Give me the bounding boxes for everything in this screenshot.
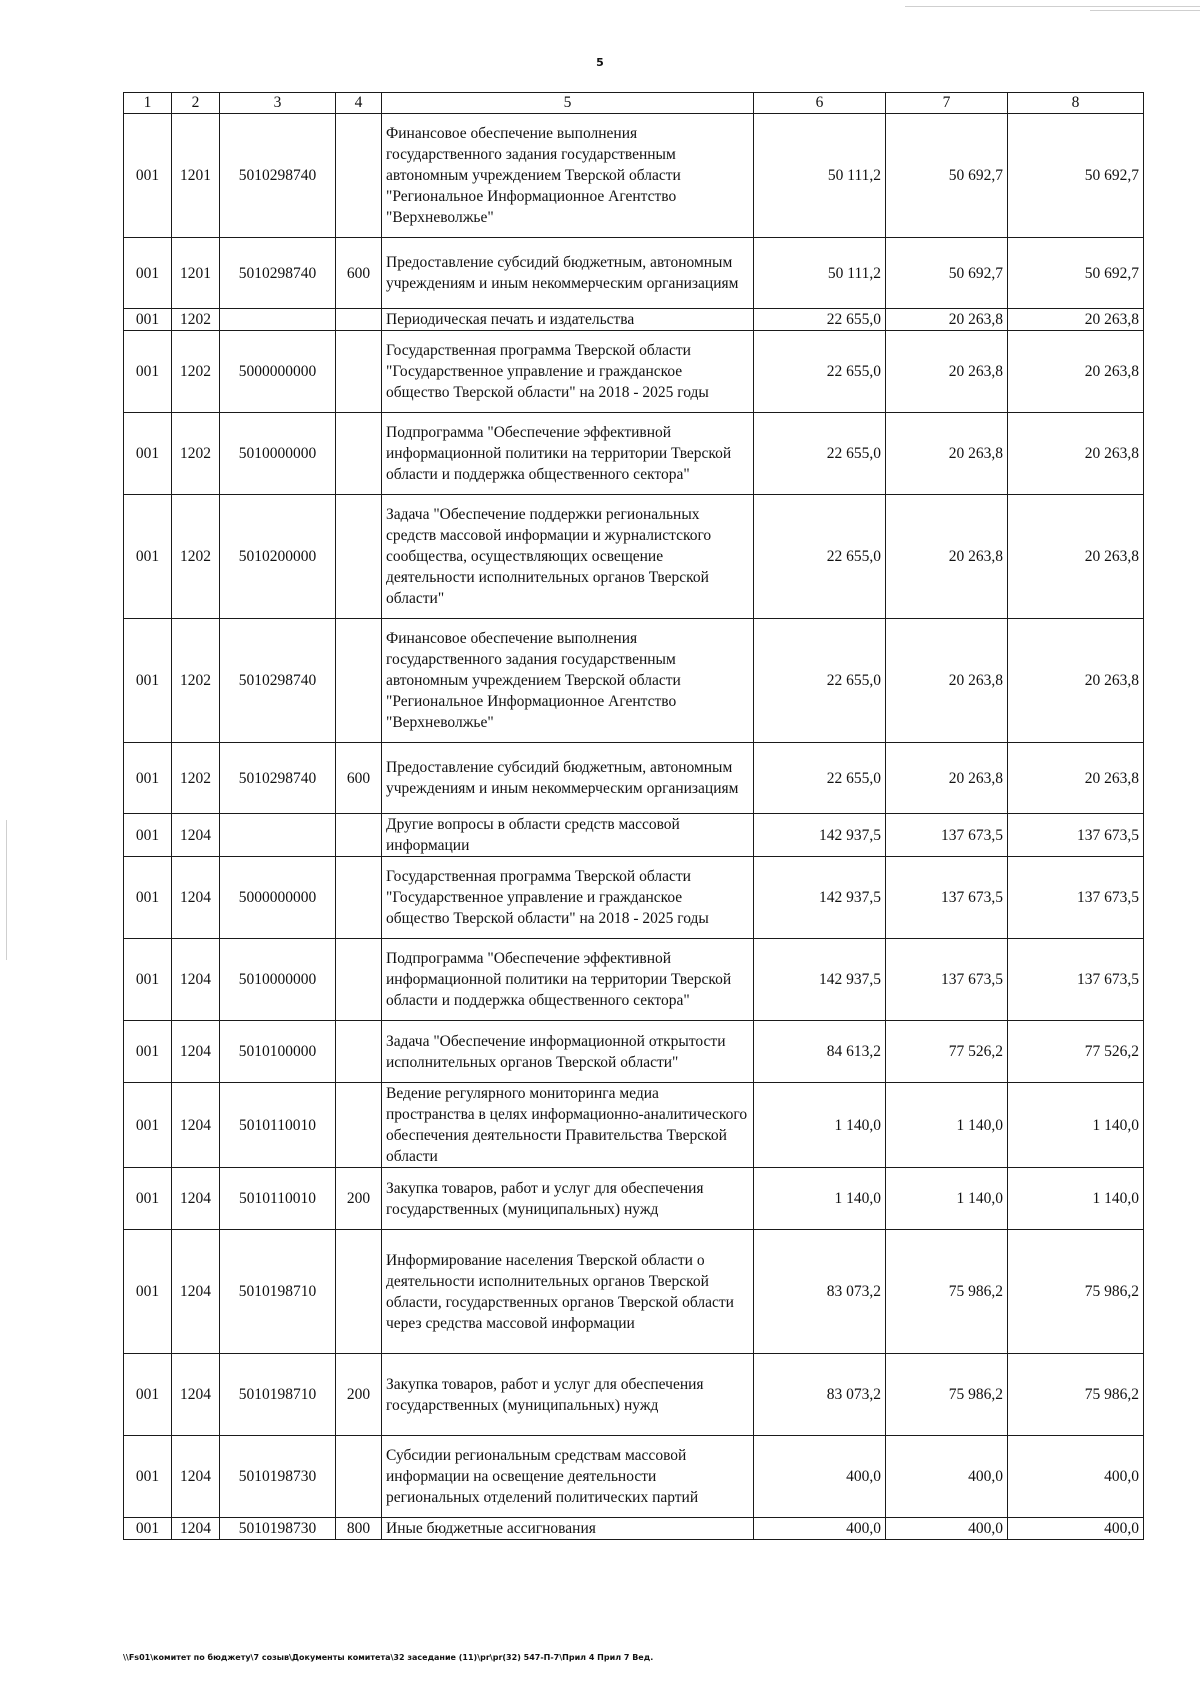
cell-target-article: 5010198730: [220, 1436, 336, 1518]
cell-section-code: 001: [124, 114, 172, 238]
page-number: 5: [596, 56, 604, 69]
cell-amount-col6: 1 140,0: [754, 1168, 886, 1230]
column-header: 6: [754, 93, 886, 114]
cell-amount-col6: 22 655,0: [754, 413, 886, 495]
cell-description: Предоставление субсидий бюджетным, автономным учреждениям и иным некоммерческим организациям: [382, 743, 754, 814]
cell-expense-type: [336, 1021, 382, 1083]
table-row: [124, 331, 1144, 413]
cell-subsection-code: 1204: [172, 814, 220, 857]
cell-subsection-code: 1204: [172, 1518, 220, 1540]
cell-expense-type: [336, 1436, 382, 1518]
cell-amount-col8: 20 263,8: [1008, 413, 1144, 495]
scan-artifact-line: [1090, 10, 1200, 11]
cell-description: Задача "Обеспечение информационной открытости исполнительных органов Тверской области": [382, 1021, 754, 1083]
column-header: 2: [172, 93, 220, 114]
cell-subsection-code: 1204: [172, 857, 220, 939]
cell-subsection-code: 1204: [172, 939, 220, 1021]
cell-target-article: 5010100000: [220, 1021, 336, 1083]
cell-description: Закупка товаров, работ и услуг для обеспечения государственных (муниципальных) нужд: [382, 1168, 754, 1230]
table-row: [124, 114, 1144, 238]
cell-target-article: 5000000000: [220, 331, 336, 413]
cell-amount-col7: 137 673,5: [886, 857, 1008, 939]
cell-expense-type: [336, 309, 382, 331]
cell-amount-col7: 20 263,8: [886, 331, 1008, 413]
cell-amount-col7: 137 673,5: [886, 814, 1008, 857]
cell-subsection-code: 1204: [172, 1083, 220, 1168]
table-row: [124, 1230, 1144, 1354]
cell-description: Предоставление субсидий бюджетным, автономным учреждениям и иным некоммерческим организациям: [382, 238, 754, 309]
cell-expense-type: [336, 814, 382, 857]
cell-amount-col8: 75 986,2: [1008, 1230, 1144, 1354]
cell-expense-type: 200: [336, 1354, 382, 1436]
cell-subsection-code: 1201: [172, 238, 220, 309]
table-row: [124, 238, 1144, 309]
cell-amount-col6: 50 111,2: [754, 114, 886, 238]
cell-section-code: 001: [124, 1021, 172, 1083]
cell-amount-col7: 77 526,2: [886, 1021, 1008, 1083]
cell-subsection-code: 1201: [172, 114, 220, 238]
column-header: 3: [220, 93, 336, 114]
footer-file-path: \\Fs01\комитет по бюджету\7 созыв\Документы комитета\32 заседание (11)\pr\pr(32) 547-П-7\Прил 4 Прил 7 Вед.: [123, 1653, 654, 1662]
cell-amount-col7: 20 263,8: [886, 413, 1008, 495]
cell-amount-col6: 142 937,5: [754, 939, 886, 1021]
cell-section-code: 001: [124, 743, 172, 814]
cell-expense-type: [336, 413, 382, 495]
cell-amount-col6: 84 613,2: [754, 1021, 886, 1083]
cell-subsection-code: 1202: [172, 309, 220, 331]
cell-expense-type: 200: [336, 1168, 382, 1230]
cell-subsection-code: 1204: [172, 1436, 220, 1518]
cell-target-article: 5010198730: [220, 1518, 336, 1540]
cell-amount-col6: 22 655,0: [754, 743, 886, 814]
cell-amount-col8: 1 140,0: [1008, 1083, 1144, 1168]
cell-section-code: 001: [124, 939, 172, 1021]
cell-section-code: 001: [124, 495, 172, 619]
cell-target-article: [220, 309, 336, 331]
cell-target-article: 5010198710: [220, 1230, 336, 1354]
cell-description: Субсидии региональным средствам массовой информации на освещение деятельности региональных отделений политических партий: [382, 1436, 754, 1518]
cell-description: Финансовое обеспечение выполнения государственного задания государственным автономным учреждением Тверской области "Региональное Информационное Агентство "Верхневолжье": [382, 619, 754, 743]
cell-amount-col7: 400,0: [886, 1436, 1008, 1518]
cell-amount-col8: 20 263,8: [1008, 331, 1144, 413]
cell-amount-col7: 1 140,0: [886, 1168, 1008, 1230]
table-header-row: [124, 93, 1144, 114]
table-row: [124, 857, 1144, 939]
table-row: [124, 1168, 1144, 1230]
cell-target-article: 5010298740: [220, 114, 336, 238]
cell-amount-col8: 20 263,8: [1008, 619, 1144, 743]
column-header: 5: [382, 93, 754, 114]
cell-expense-type: [336, 1230, 382, 1354]
cell-expense-type: [336, 619, 382, 743]
cell-expense-type: 800: [336, 1518, 382, 1540]
cell-amount-col8: 20 263,8: [1008, 309, 1144, 331]
column-header: 4: [336, 93, 382, 114]
cell-subsection-code: 1204: [172, 1021, 220, 1083]
cell-expense-type: [336, 495, 382, 619]
cell-target-article: 5010110010: [220, 1168, 336, 1230]
cell-section-code: 001: [124, 1083, 172, 1168]
cell-amount-col7: 20 263,8: [886, 495, 1008, 619]
cell-section-code: 001: [124, 1168, 172, 1230]
table-row: [124, 1354, 1144, 1436]
cell-amount-col8: 400,0: [1008, 1518, 1144, 1540]
cell-target-article: 5010200000: [220, 495, 336, 619]
cell-amount-col7: 137 673,5: [886, 939, 1008, 1021]
cell-subsection-code: 1202: [172, 413, 220, 495]
cell-amount-col7: 50 692,7: [886, 238, 1008, 309]
cell-amount-col8: 75 986,2: [1008, 1354, 1144, 1436]
cell-description: Государственная программа Тверской области "Государственное управление и гражданское общество Тверской области" на 2018 - 2025 годы: [382, 857, 754, 939]
cell-description: Подпрограмма "Обеспечение эффективной информационной политики на территории Тверской области и поддержка общественного сектора": [382, 939, 754, 1021]
cell-amount-col6: 83 073,2: [754, 1230, 886, 1354]
cell-amount-col6: 1 140,0: [754, 1083, 886, 1168]
table-row: [124, 1083, 1144, 1168]
cell-target-article: [220, 814, 336, 857]
cell-amount-col7: 400,0: [886, 1518, 1008, 1540]
table-row: [124, 1436, 1144, 1518]
cell-description: Ведение регулярного мониторинга медиа пространства в целях информационно-аналитического обеспечения деятельности Правительства Тверской области: [382, 1083, 754, 1168]
cell-amount-col6: 22 655,0: [754, 495, 886, 619]
cell-description: Задача "Обеспечение поддержки региональных средств массовой информации и журналистского сообщества, осуществляющих освещение деятельности исполнительных органов Тверской области": [382, 495, 754, 619]
column-header: 8: [1008, 93, 1144, 114]
cell-subsection-code: 1204: [172, 1354, 220, 1436]
cell-amount-col8: 20 263,8: [1008, 495, 1144, 619]
cell-target-article: 5010000000: [220, 939, 336, 1021]
cell-section-code: 001: [124, 1354, 172, 1436]
cell-description: Другие вопросы в области средств массовой информации: [382, 814, 754, 857]
cell-amount-col6: 50 111,2: [754, 238, 886, 309]
cell-amount-col8: 137 673,5: [1008, 857, 1144, 939]
cell-target-article: 5010298740: [220, 743, 336, 814]
table-row: [124, 1021, 1144, 1083]
cell-target-article: 5010110010: [220, 1083, 336, 1168]
scan-artifact-line: [6, 820, 7, 960]
table-row: [124, 309, 1144, 331]
cell-expense-type: [336, 331, 382, 413]
cell-amount-col6: 22 655,0: [754, 309, 886, 331]
cell-amount-col6: 400,0: [754, 1436, 886, 1518]
cell-description: Закупка товаров, работ и услуг для обеспечения государственных (муниципальных) нужд: [382, 1354, 754, 1436]
cell-amount-col7: 50 692,7: [886, 114, 1008, 238]
cell-target-article: 5000000000: [220, 857, 336, 939]
cell-amount-col8: 400,0: [1008, 1436, 1144, 1518]
cell-section-code: 001: [124, 1518, 172, 1540]
cell-amount-col7: 20 263,8: [886, 743, 1008, 814]
cell-amount-col7: 20 263,8: [886, 309, 1008, 331]
table-row: [124, 814, 1144, 857]
cell-expense-type: 600: [336, 743, 382, 814]
column-header: 7: [886, 93, 1008, 114]
table-row: [124, 619, 1144, 743]
cell-description: Иные бюджетные ассигнования: [382, 1518, 754, 1540]
cell-section-code: 001: [124, 1230, 172, 1354]
cell-target-article: 5010198710: [220, 1354, 336, 1436]
table-row: [124, 413, 1144, 495]
cell-subsection-code: 1202: [172, 619, 220, 743]
table-row: [124, 495, 1144, 619]
table-row: [124, 743, 1144, 814]
cell-amount-col6: 142 937,5: [754, 814, 886, 857]
cell-subsection-code: 1202: [172, 495, 220, 619]
cell-amount-col6: 22 655,0: [754, 619, 886, 743]
cell-amount-col8: 1 140,0: [1008, 1168, 1144, 1230]
cell-subsection-code: 1204: [172, 1230, 220, 1354]
cell-amount-col6: 83 073,2: [754, 1354, 886, 1436]
cell-description: Подпрограмма "Обеспечение эффективной информационной политики на территории Тверской области и поддержка общественного сектора": [382, 413, 754, 495]
table-row: [124, 1518, 1144, 1540]
cell-amount-col7: 75 986,2: [886, 1354, 1008, 1436]
cell-subsection-code: 1204: [172, 1168, 220, 1230]
cell-subsection-code: 1202: [172, 331, 220, 413]
cell-amount-col8: 77 526,2: [1008, 1021, 1144, 1083]
cell-amount-col6: 400,0: [754, 1518, 886, 1540]
cell-section-code: 001: [124, 814, 172, 857]
cell-section-code: 001: [124, 238, 172, 309]
cell-expense-type: 600: [336, 238, 382, 309]
cell-subsection-code: 1202: [172, 743, 220, 814]
cell-amount-col8: 50 692,7: [1008, 114, 1144, 238]
cell-expense-type: [336, 114, 382, 238]
cell-amount-col8: 137 673,5: [1008, 814, 1144, 857]
cell-amount-col8: 50 692,7: [1008, 238, 1144, 309]
cell-expense-type: [336, 857, 382, 939]
cell-amount-col6: 22 655,0: [754, 331, 886, 413]
table-row: [124, 939, 1144, 1021]
cell-section-code: 001: [124, 1436, 172, 1518]
cell-description: Периодическая печать и издательства: [382, 309, 754, 331]
cell-amount-col7: 75 986,2: [886, 1230, 1008, 1354]
cell-section-code: 001: [124, 413, 172, 495]
cell-section-code: 001: [124, 309, 172, 331]
cell-amount-col7: 20 263,8: [886, 619, 1008, 743]
cell-expense-type: [336, 939, 382, 1021]
column-header: 1: [124, 93, 172, 114]
cell-expense-type: [336, 1083, 382, 1168]
table-body: [124, 114, 1144, 1540]
cell-amount-col8: 137 673,5: [1008, 939, 1144, 1021]
cell-target-article: 5010298740: [220, 238, 336, 309]
cell-section-code: 001: [124, 857, 172, 939]
budget-table: [123, 92, 1144, 1540]
cell-section-code: 001: [124, 619, 172, 743]
cell-description: Информирование населения Тверской области о деятельности исполнительных органов Тверской области, государственных органов Тверской области через средства массовой информации: [382, 1230, 754, 1354]
cell-amount-col8: 20 263,8: [1008, 743, 1144, 814]
cell-amount-col6: 142 937,5: [754, 857, 886, 939]
cell-target-article: 5010298740: [220, 619, 336, 743]
cell-description: Государственная программа Тверской области "Государственное управление и гражданское общество Тверской области" на 2018 - 2025 годы: [382, 331, 754, 413]
cell-target-article: 5010000000: [220, 413, 336, 495]
cell-description: Финансовое обеспечение выполнения государственного задания государственным автономным учреждением Тверской области "Региональное Информационное Агентство "Верхневолжье": [382, 114, 754, 238]
cell-section-code: 001: [124, 331, 172, 413]
scan-artifact-line: [905, 6, 1200, 7]
cell-amount-col7: 1 140,0: [886, 1083, 1008, 1168]
